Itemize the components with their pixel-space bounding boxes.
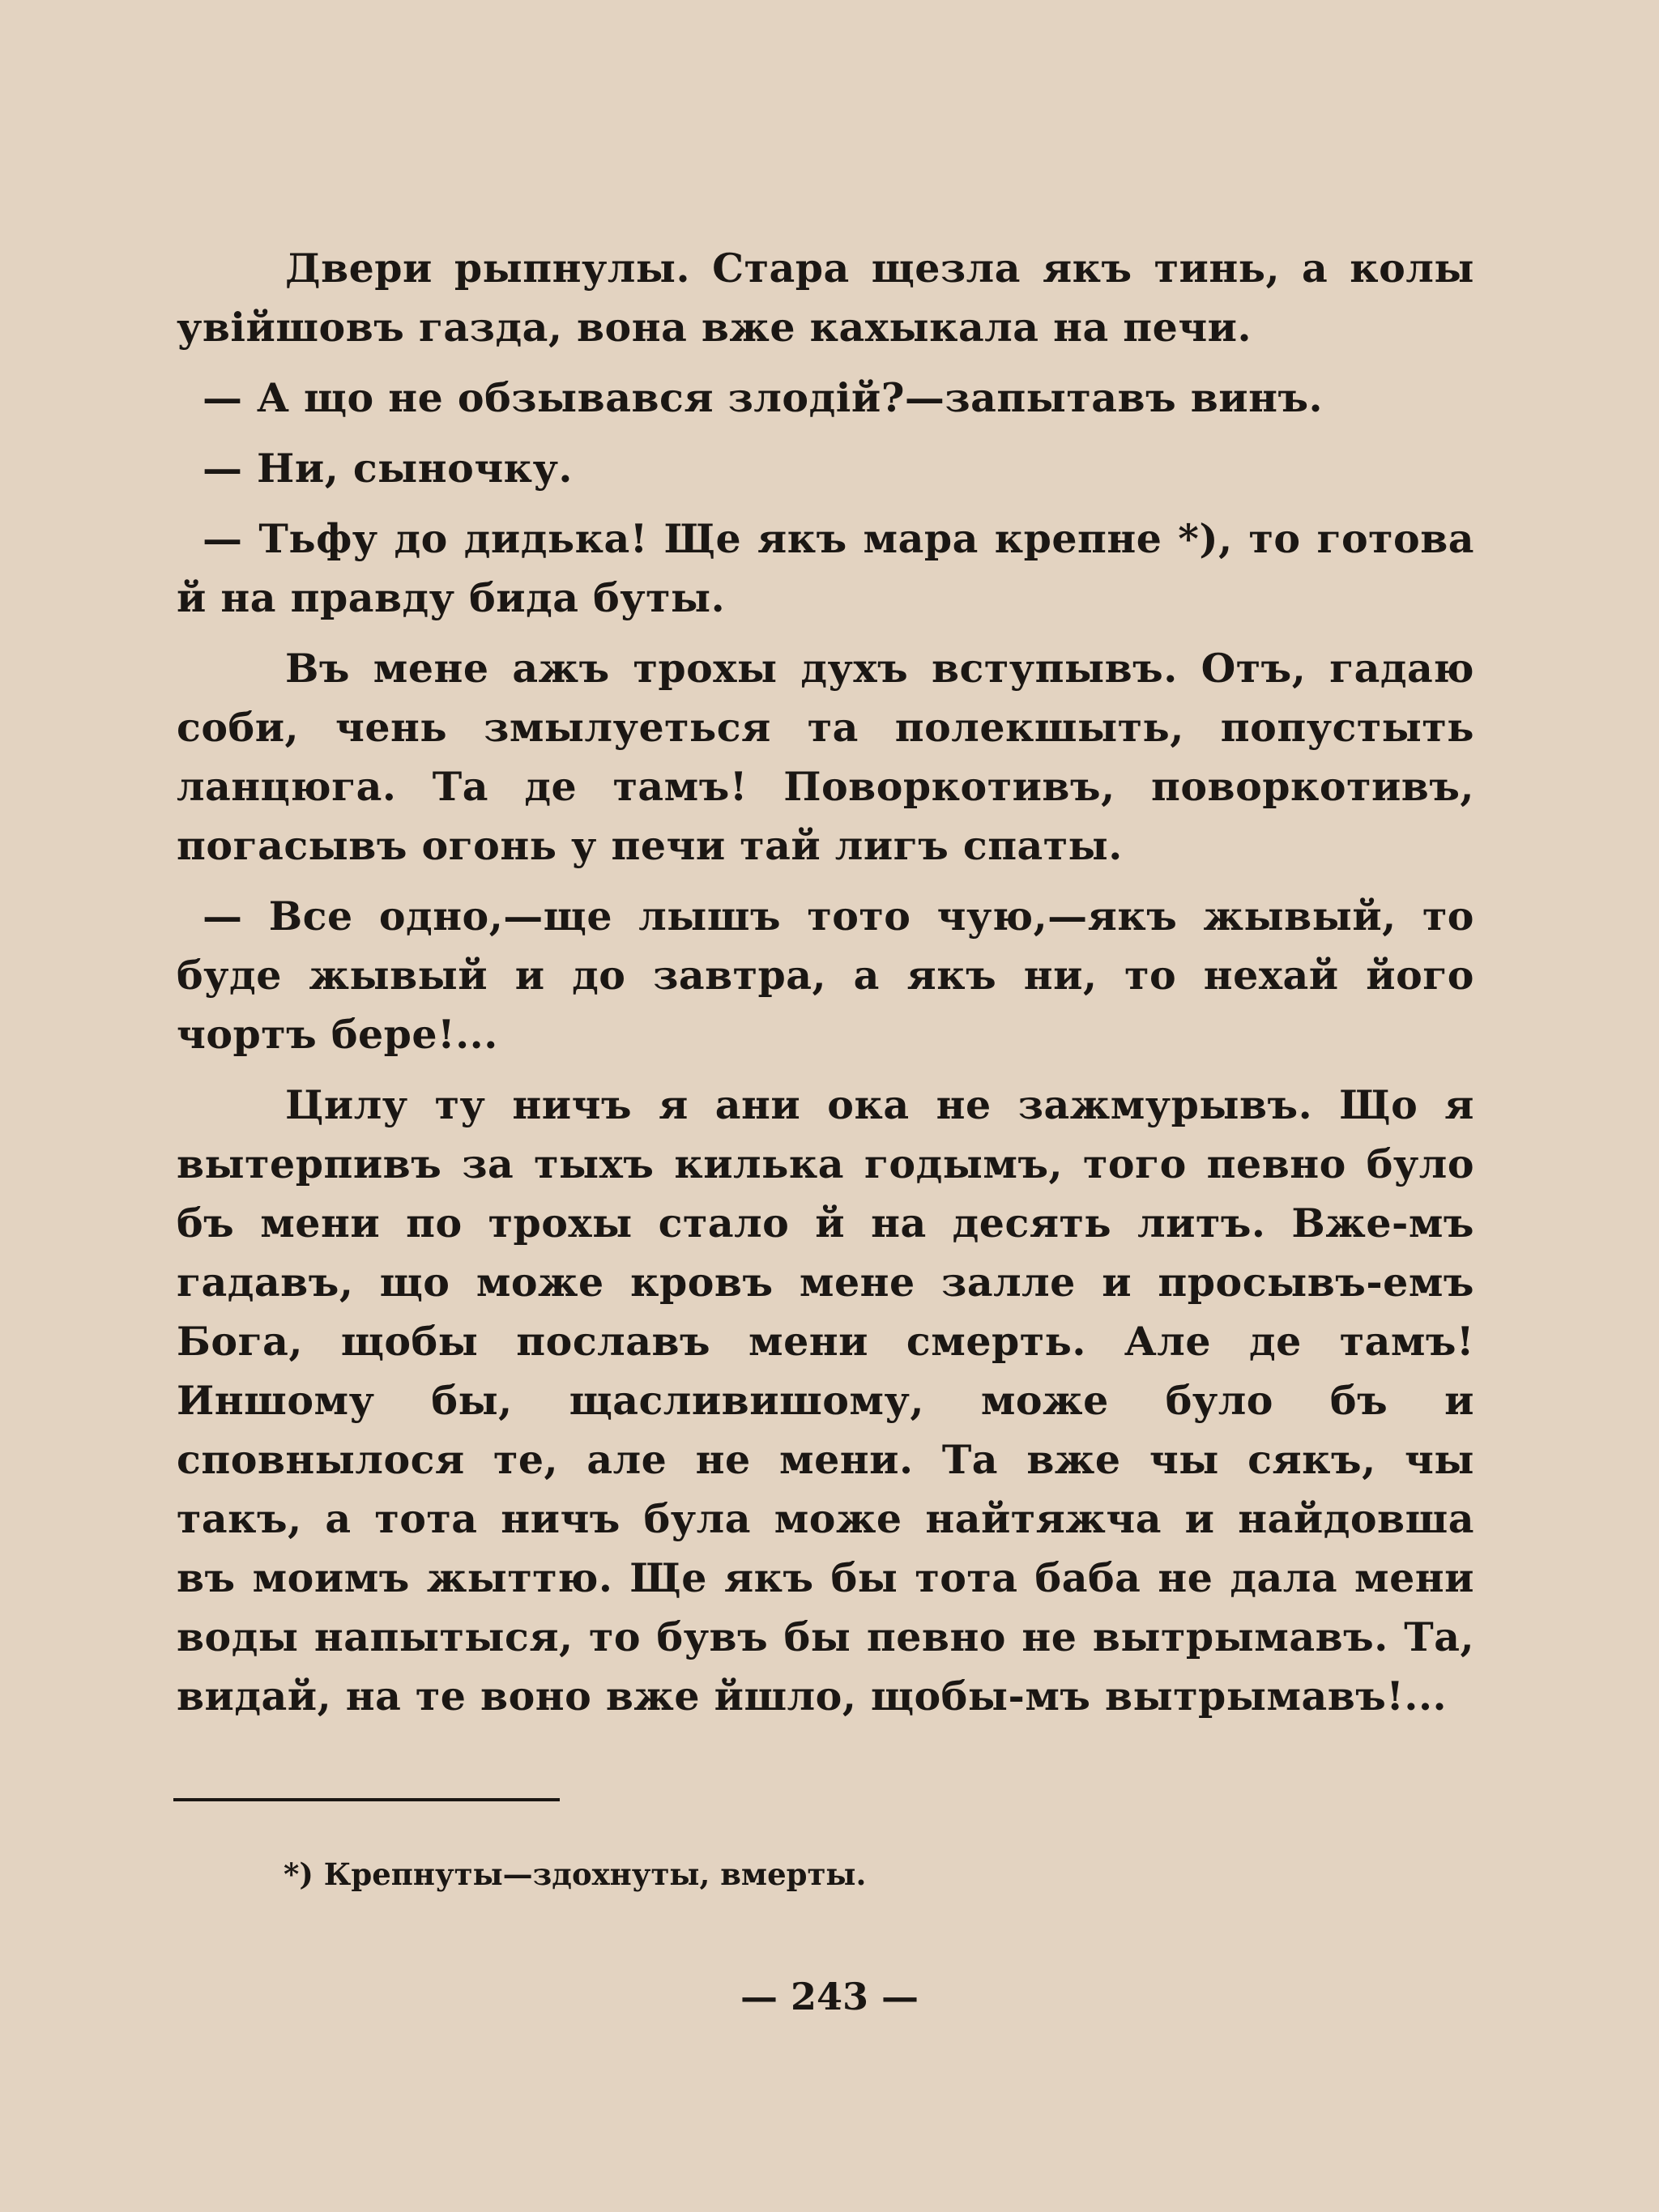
footnote: *) Крепнуты—здохнуты, вмерты. — [284, 1856, 867, 1892]
dialogue-line: — Тьфу до дидька! Ще якъ мара крепне *), то готова й на правду бида буты. — [177, 515, 1474, 621]
footnote-divider — [173, 1798, 560, 1801]
page-body-text — [177, 239, 1474, 1737]
paragraph: Двери рыпнулы. Стара щезла якъ тинь, а колы увійшовъ газда, вона вже кахыкала на печи. — [177, 245, 1474, 351]
page-number: — 243 — — [740, 1975, 919, 2018]
paragraph: Цилу ту ничъ я ани ока не зажмурывъ. Що я вытерпивъ за тыхъ килька годымъ, того певно було бъ мени по трохы стало й на десять литъ. Вже-мъ гадавъ, що може кровъ мене залле и просывъ-емъ Бога, щобы пославъ мени смерть. Але де тамъ! Иншому бы, щасливишому, може було бъ и сповнылося те, але не мени. Та вже чы сякъ, чы такъ, а тота ничъ була може найтяжча и найдовша въ моимъ жыттю. Ще якъ бы тота баба не дала мени воды напытыся, то бувъ бы певно не вытрымавъ. Та, видай, на те воно вже йшло, щобы-мъ вытрымавъ!... — [177, 1081, 1474, 1720]
dialogue-line: — Все одно,—ще лышъ тото чую,—якъ жывый, то буде жывый и до завтра, а якъ ни, то нехай його чортъ бере!... — [177, 893, 1474, 1058]
dialogue-line: — А що не обзывався злодій?—запытавъ винъ. — [203, 374, 1324, 421]
paragraph: Въ мене ажъ трохы духъ вступывъ. Отъ, гадаю соби, чень змылуеться та полекшыть, попустыть ланцюга. Та де тамъ! Поворкотивъ, поворкотивъ, погасывъ огонь у печи тай лигъ спаты. — [177, 645, 1474, 869]
dialogue-line: — Ни, сыночку. — [203, 445, 573, 492]
